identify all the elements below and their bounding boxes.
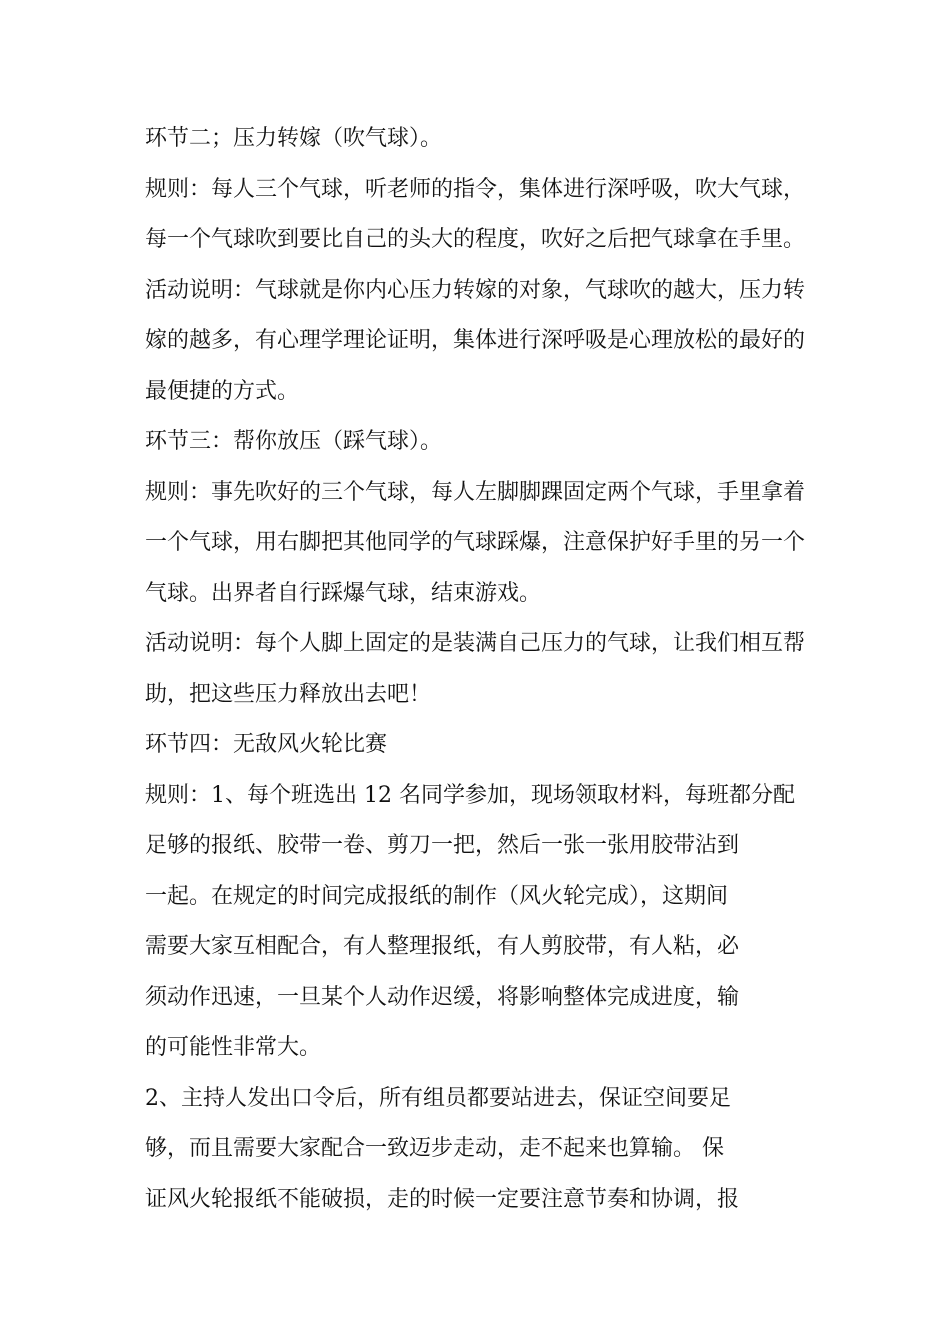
paragraph-line: 规则：每人三个气球，听老师的指令，集体进行深呼吸，吹大气球， [145, 176, 806, 202]
paragraph-line: 足够的报纸、胶带一卷、剪刀一把，然后一张一张用胶带沾到 [145, 833, 740, 858]
paragraph-line: 最便捷的方式。 [145, 378, 300, 404]
document-body [145, 114, 809, 1225]
paragraph-line: 须动作迅速，一旦某个人动作迟缓，将影响整体完成进度，输 [145, 984, 740, 1010]
paragraph-line: 够，而且需要大家配合一致迈步走动，走不起来也算输。 保 [145, 1136, 724, 1161]
paragraph-line: 气球。出界者自行踩爆气球，结束游戏。 [145, 580, 542, 606]
paragraph-line: 需要大家互相配合，有人整理报纸，有人剪胶带，有人粘，必 [145, 934, 740, 959]
paragraph-line: 活动说明：气球就是你内心压力转嫁的对象，气球吹的越大，压力转 [145, 277, 806, 303]
paragraph-line: 活动说明：每个人脚上固定的是装满自己压力的气球，让我们相互帮 [145, 631, 806, 656]
paragraph-line: 证风火轮报纸不能破损，走的时候一定要注意节奏和协调，报 [145, 1186, 740, 1212]
paragraph-line: 每一个气球吹到要比自己的头大的程度，吹好之后把气球拿在手里。 [145, 227, 806, 252]
section-heading-3: 环节三：帮你放压（踩气球）。 [145, 429, 443, 454]
section-heading-4: 环节四：无敌风火轮比赛 [145, 732, 388, 757]
paragraph-line: 一起。在规定的时间完成报纸的制作（风火轮完成），这期间 [145, 883, 729, 909]
paragraph-line: 规则：1、每个班选出 12 名同学参加，现场领取材料，每班都分配 [145, 782, 795, 808]
paragraph-line: 的可能性非常大。 [145, 1035, 322, 1060]
paragraph-line: 2、主持人发出口令后，所有组员都要站进去，保证空间要足 [145, 1085, 731, 1111]
paragraph-line: 一个气球，用右脚把其他同学的气球踩爆，注意保护好手里的另一个 [145, 530, 806, 555]
paragraph-line: 嫁的越多，有心理学理论证明，集体进行深呼吸是心理放松的最好的 [145, 328, 806, 353]
paragraph-line: 规则：事先吹好的三个气球，每人左脚脚踝固定两个气球，手里拿着 [145, 479, 806, 505]
section-heading-2: 环节二；压力转嫁（吹气球）。 [145, 126, 443, 151]
paragraph-line: 助，把这些压力释放出去吧！ [145, 681, 432, 707]
